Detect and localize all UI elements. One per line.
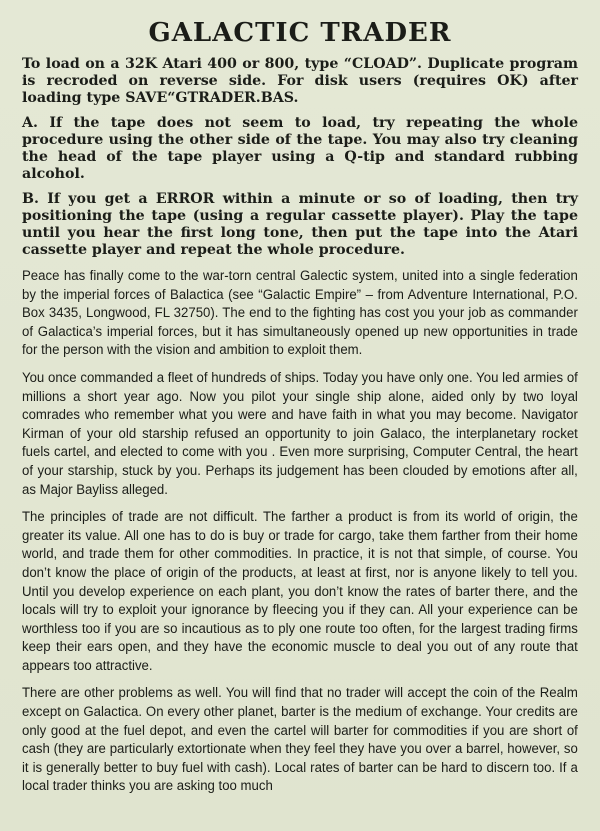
load-instructions: To load on a 32K Atari 400 or 800, type “CLOAD”. Duplicate program is recroded on reverse side. For disk users (requires OK) after loading type SAVE“GTRADER.BAS. — [22, 56, 578, 106]
page-title: GALACTIC TRADER — [148, 18, 452, 48]
story-paragraph-1: Peace has finally come to the war-torn central Galectic system, united into a single federation by the imperial forces of Balactica (see “Galactic Empire” – from Adventure International, P.O. Box 3435, Longwood, FL 32750). The end to the fighting has cost you your job as commander of Galactica’s imperial forces, but it has simultaneously opened up new opportunities in trade for the person with the vision and ambition to exploit them. — [22, 268, 578, 359]
troubleshoot-b: B. If you get a ERROR within a minute or so of loading, then try positioning the tape (using a regular cassette player). Play the tape until you hear the first long tone, then put the tape into the Atari cassette player and repeat the whole procedure. — [22, 191, 578, 258]
story-paragraph-4: There are other problems as well. You will find that no trader will accept the coin of the Realm except on Galactica. On every other planet, barter is the medium of exchange. Your credits are only good at the fuel depot, and even the cartel will barter for commodities if you are short of cash (they are particularly extortionate when they feel they have you over a barrel, however, so it is generally better to buy fuel with cash). Local rates of barter can be hard to discern too. If a local trader thinks you are asking too much — [22, 685, 578, 795]
story-paragraph-2: You once commanded a fleet of hundreds of ships. Today you have only one. You led armies of millions a short year ago. Now you pilot your single ship alone, aided only by two loyal comrades who remember what you were and have faith in what you may become. Navigator Kirman of your old starship refused an opportunity to join Galaco, the interplanetary rocket fuels cartel, and elected to come with you . Even more surprising, Computer Central, the heart of your starship, stuck by you. Perhaps its judgement has been clouded by emotions after all, as Major Bayliss alleged. — [22, 369, 578, 498]
story-paragraph-3: The principles of trade are not difficult. The farther a product is from its world of origin, the greater its value. All one has to do is buy or trade for cargo, take them farther from their home world, and trade them for other commodities. In practice, it is not that simple, of course. You don’t know the place of origin of the products, at least at first, nor is anyone likely to tell you. Until you develop experience on each plant, you don’t know the rates of barter there, and the locals will try to exploit your ignorance by fleecing you if they can. All your experience can be worthless too if you are so incautious as to ply one route too often, for the largest trading firms keep their ears open, and they have the economic muscle to deal you out of any route that appears too attractive. — [22, 509, 578, 674]
troubleshoot-a: A. If the tape does not seem to load, try repeating the whole procedure using the other side of the tape. You may also try cleaning the head of the tape player using a Q-tip and standard rubbing alcohol. — [22, 115, 578, 182]
